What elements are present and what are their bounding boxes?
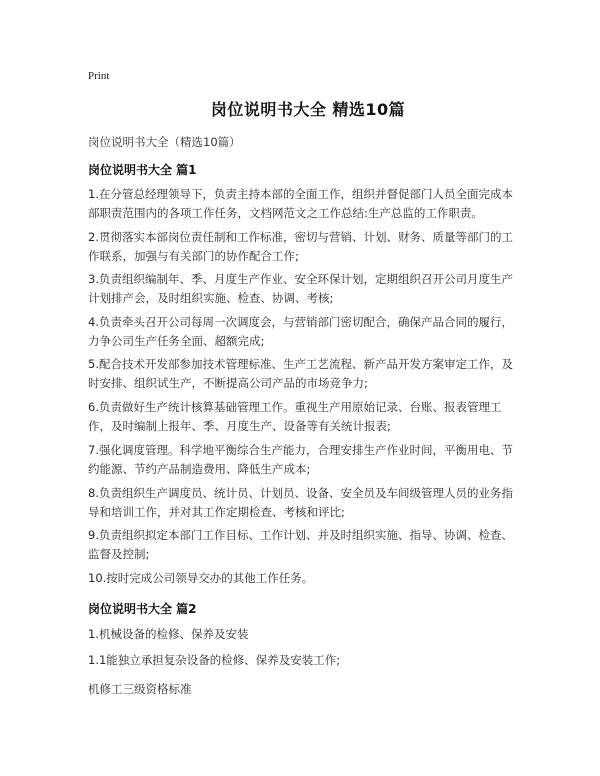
- paragraph-1-10: 10.按时完成公司领导交办的其他工作任务。: [88, 571, 314, 585]
- paragraph-1-5: 5.配合技术开发部参加技术管理标准、生产工艺流程、新产品开发方案审定工作，及时安排、组织试生产，不断提高公司产品的市场竞争力;: [88, 357, 513, 390]
- paragraph-1-7: 7.强化调度管理。科学地平衡综合生产能力，合理安排生产作业时间，平衡用电、节约能源、节约产品制造费用、降低生产成本;: [88, 443, 513, 476]
- paragraph-1-9: 9.负责组织拟定本部门工作目标、工作计划、并及时组织实施、指导、协调、检查、监督及控制;: [88, 528, 513, 561]
- subtitle: 岗位说明书大全（精选10篇）: [88, 135, 241, 149]
- paragraph-1-8: 8.负责组织生产调度员、统计员、计划员、设备、安全员及车间级管理人员的业务指导和培训工作，并对其工作定期检查、考核和评比;: [88, 486, 513, 519]
- print-link[interactable]: Print: [88, 70, 110, 82]
- paragraph-2-2: 1.1能独立承担复杂设备的检修、保养及安装工作;: [88, 653, 341, 667]
- paragraph-1-2: 2.贯彻落实本部岗位责任制和工作标准，密切与营销、计划、财务、质量等部门的工作联系，加强与有关部门的协作配合工作;: [88, 230, 513, 263]
- page-title: 岗位说明书大全 精选10篇: [210, 100, 406, 119]
- section-heading-2: 岗位说明书大全 篇2: [88, 602, 197, 616]
- paragraph-1-6: 6.负责做好生产统计核算基础管理工作。重视生产用原始记录、台账、报表管理工作，及时编制上报年、季、月度生产、设备等有关统计报表;: [88, 400, 502, 433]
- paragraph-2-1: 1.机械设备的检修、保养及安装: [88, 627, 249, 641]
- section-heading-1: 岗位说明书大全 篇1: [88, 163, 197, 177]
- paragraph-1-1: 1.在分管总经理领导下，负责主持本部的全面工作，组织并督促部门人员全面完成本部职责范围内的各项工作任务，文档网范文之工作总结:生产总监的工作职责。: [88, 187, 513, 220]
- paragraph-1-4: 4.负责牵头召开公司每周一次调度会，与营销部门密切配合，确保产品合同的履行，力争公司生产任务全面、超额完成;: [88, 315, 513, 348]
- paragraph-1-3: 3.负责组织编制年、季、月度生产作业、安全环保计划，定期组织召开公司月度生产计划排产会，及时组织实施、检查、协调、考核;: [88, 272, 513, 305]
- paragraph-2-3: 机修工三级资格标准: [88, 682, 192, 696]
